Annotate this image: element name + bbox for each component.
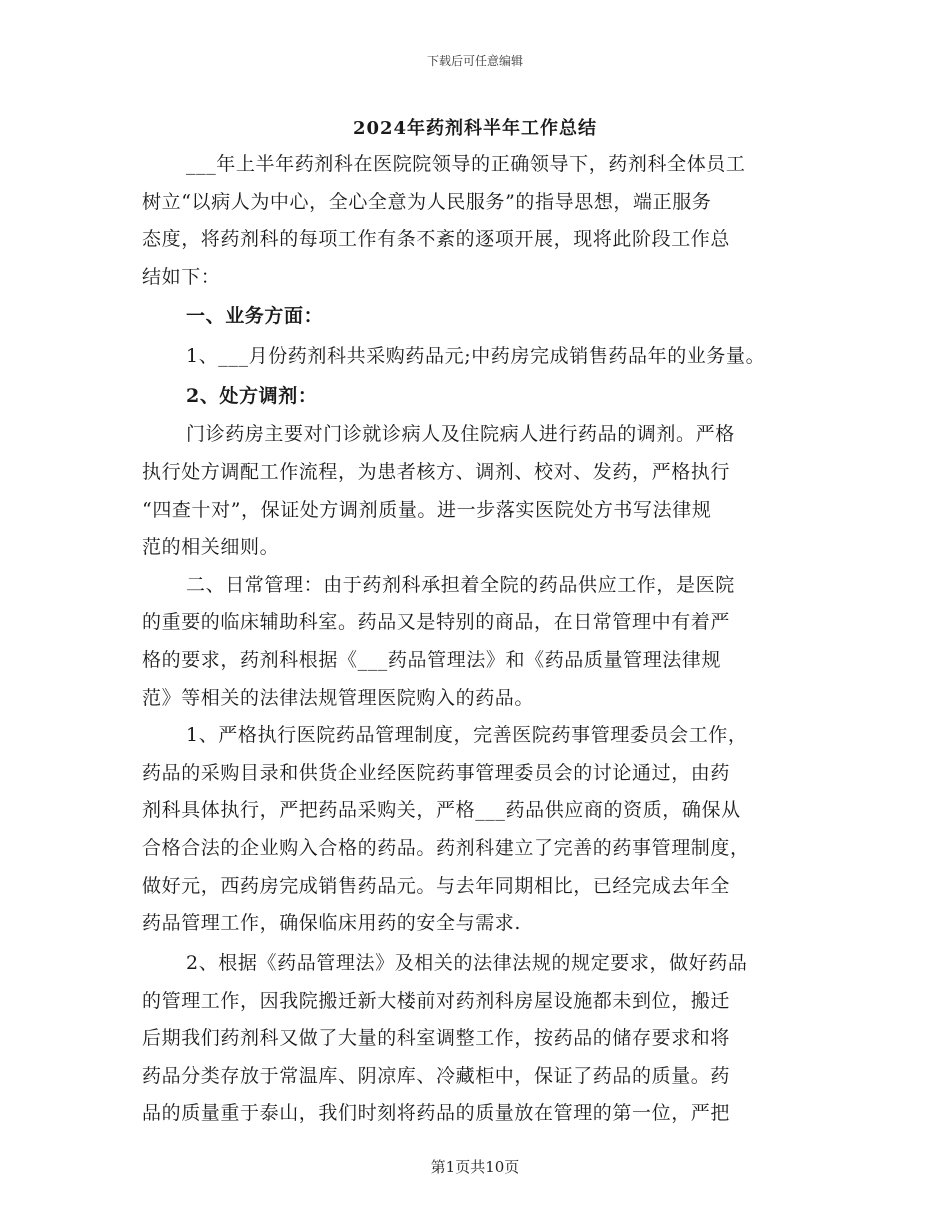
body-line: 树立“以病人为中心，全心全意为人民服务”的指导思想，端正服务 bbox=[142, 190, 712, 213]
body-line: ___年上半年药剂科在医院院领导的正确领导下，药剂科全体员工 bbox=[186, 153, 746, 175]
body-line: 执行处方调配工作流程，为患者核方、调剂、校对、发药，严格执行 bbox=[142, 460, 731, 483]
body-line: 2、根据《药品管理法》及相关的法律法规的规定要求，做好药品 bbox=[186, 951, 748, 974]
body-line: 二、日常管理：由于药剂科承担着全院的药品供应工作，是医院 bbox=[186, 573, 735, 596]
body-line: 剂科具体执行，严把药品采购关，严格___药品供应商的资质，确保从 bbox=[142, 799, 741, 822]
section-heading: 2、处方调剂： bbox=[186, 385, 318, 408]
page-footer: 第1页共10页 bbox=[430, 1158, 520, 1176]
section-heading: 一、业务方面： bbox=[186, 305, 324, 328]
document-body bbox=[142, 146, 814, 1133]
body-line: 1、___月份药剂科共采购药品元;中药房完成销售药品年的业务量。 bbox=[186, 345, 766, 368]
body-line: 药品管理工作，确保临床用药的安全与需求. bbox=[142, 912, 522, 935]
body-line: 门诊药房主要对门诊就诊病人及住院病人进行药品的调剂。严格 bbox=[186, 423, 735, 446]
body-line: 合格合法的企业购入合格的药品。药剂科建立了完善的药事管理制度， bbox=[142, 836, 750, 859]
body-line: 品的质量重于泰山，我们时刻将药品的质量放在管理的第一位，严把 bbox=[142, 1102, 731, 1125]
body-line: 的管理工作，因我院搬迁新大楼前对药剂科房屋设施都未到位，搬迁 bbox=[142, 989, 731, 1012]
body-line: 药品分类存放于常温库、阴凉库、冷藏柜中，保证了药品的质量。药 bbox=[142, 1064, 731, 1087]
body-line: 1、严格执行医院药品管理制度，完善医院药事管理委员会工作， bbox=[186, 724, 748, 747]
body-line: 态度，将药剂科的每项工作有条不紊的逐项开展，现将此阶段工作总 bbox=[142, 228, 731, 251]
body-line: 的重要的临床辅助科室。药品又是特别的商品，在日常管理中有着严 bbox=[142, 611, 731, 634]
body-line: 结如下： bbox=[142, 265, 221, 288]
document-title: 2024年药剂科半年工作总结 bbox=[352, 118, 598, 139]
header-note: 下载后可任意编辑 bbox=[426, 54, 523, 68]
body-line: 范》等相关的法律法规管理医院购入的药品。 bbox=[142, 686, 535, 709]
body-line: 做好元，西药房完成销售药品元。与去年同期相比，已经完成去年全 bbox=[142, 874, 731, 897]
body-line: “四查十对”，保证处方调剂质量。进一步落实医院处方书写法律规 bbox=[142, 498, 712, 521]
body-line: 后期我们药剂科又做了大量的科室调整工作，按药品的储存要求和将 bbox=[142, 1027, 731, 1050]
body-line: 范的相关细则。 bbox=[142, 536, 280, 559]
body-line: 格的要求，药剂科根据《___药品管理法》和《药品质量管理法律规 bbox=[142, 648, 722, 671]
body-line: 药品的采购目录和供货企业经医院药事管理委员会的讨论通过，由药 bbox=[142, 761, 731, 784]
